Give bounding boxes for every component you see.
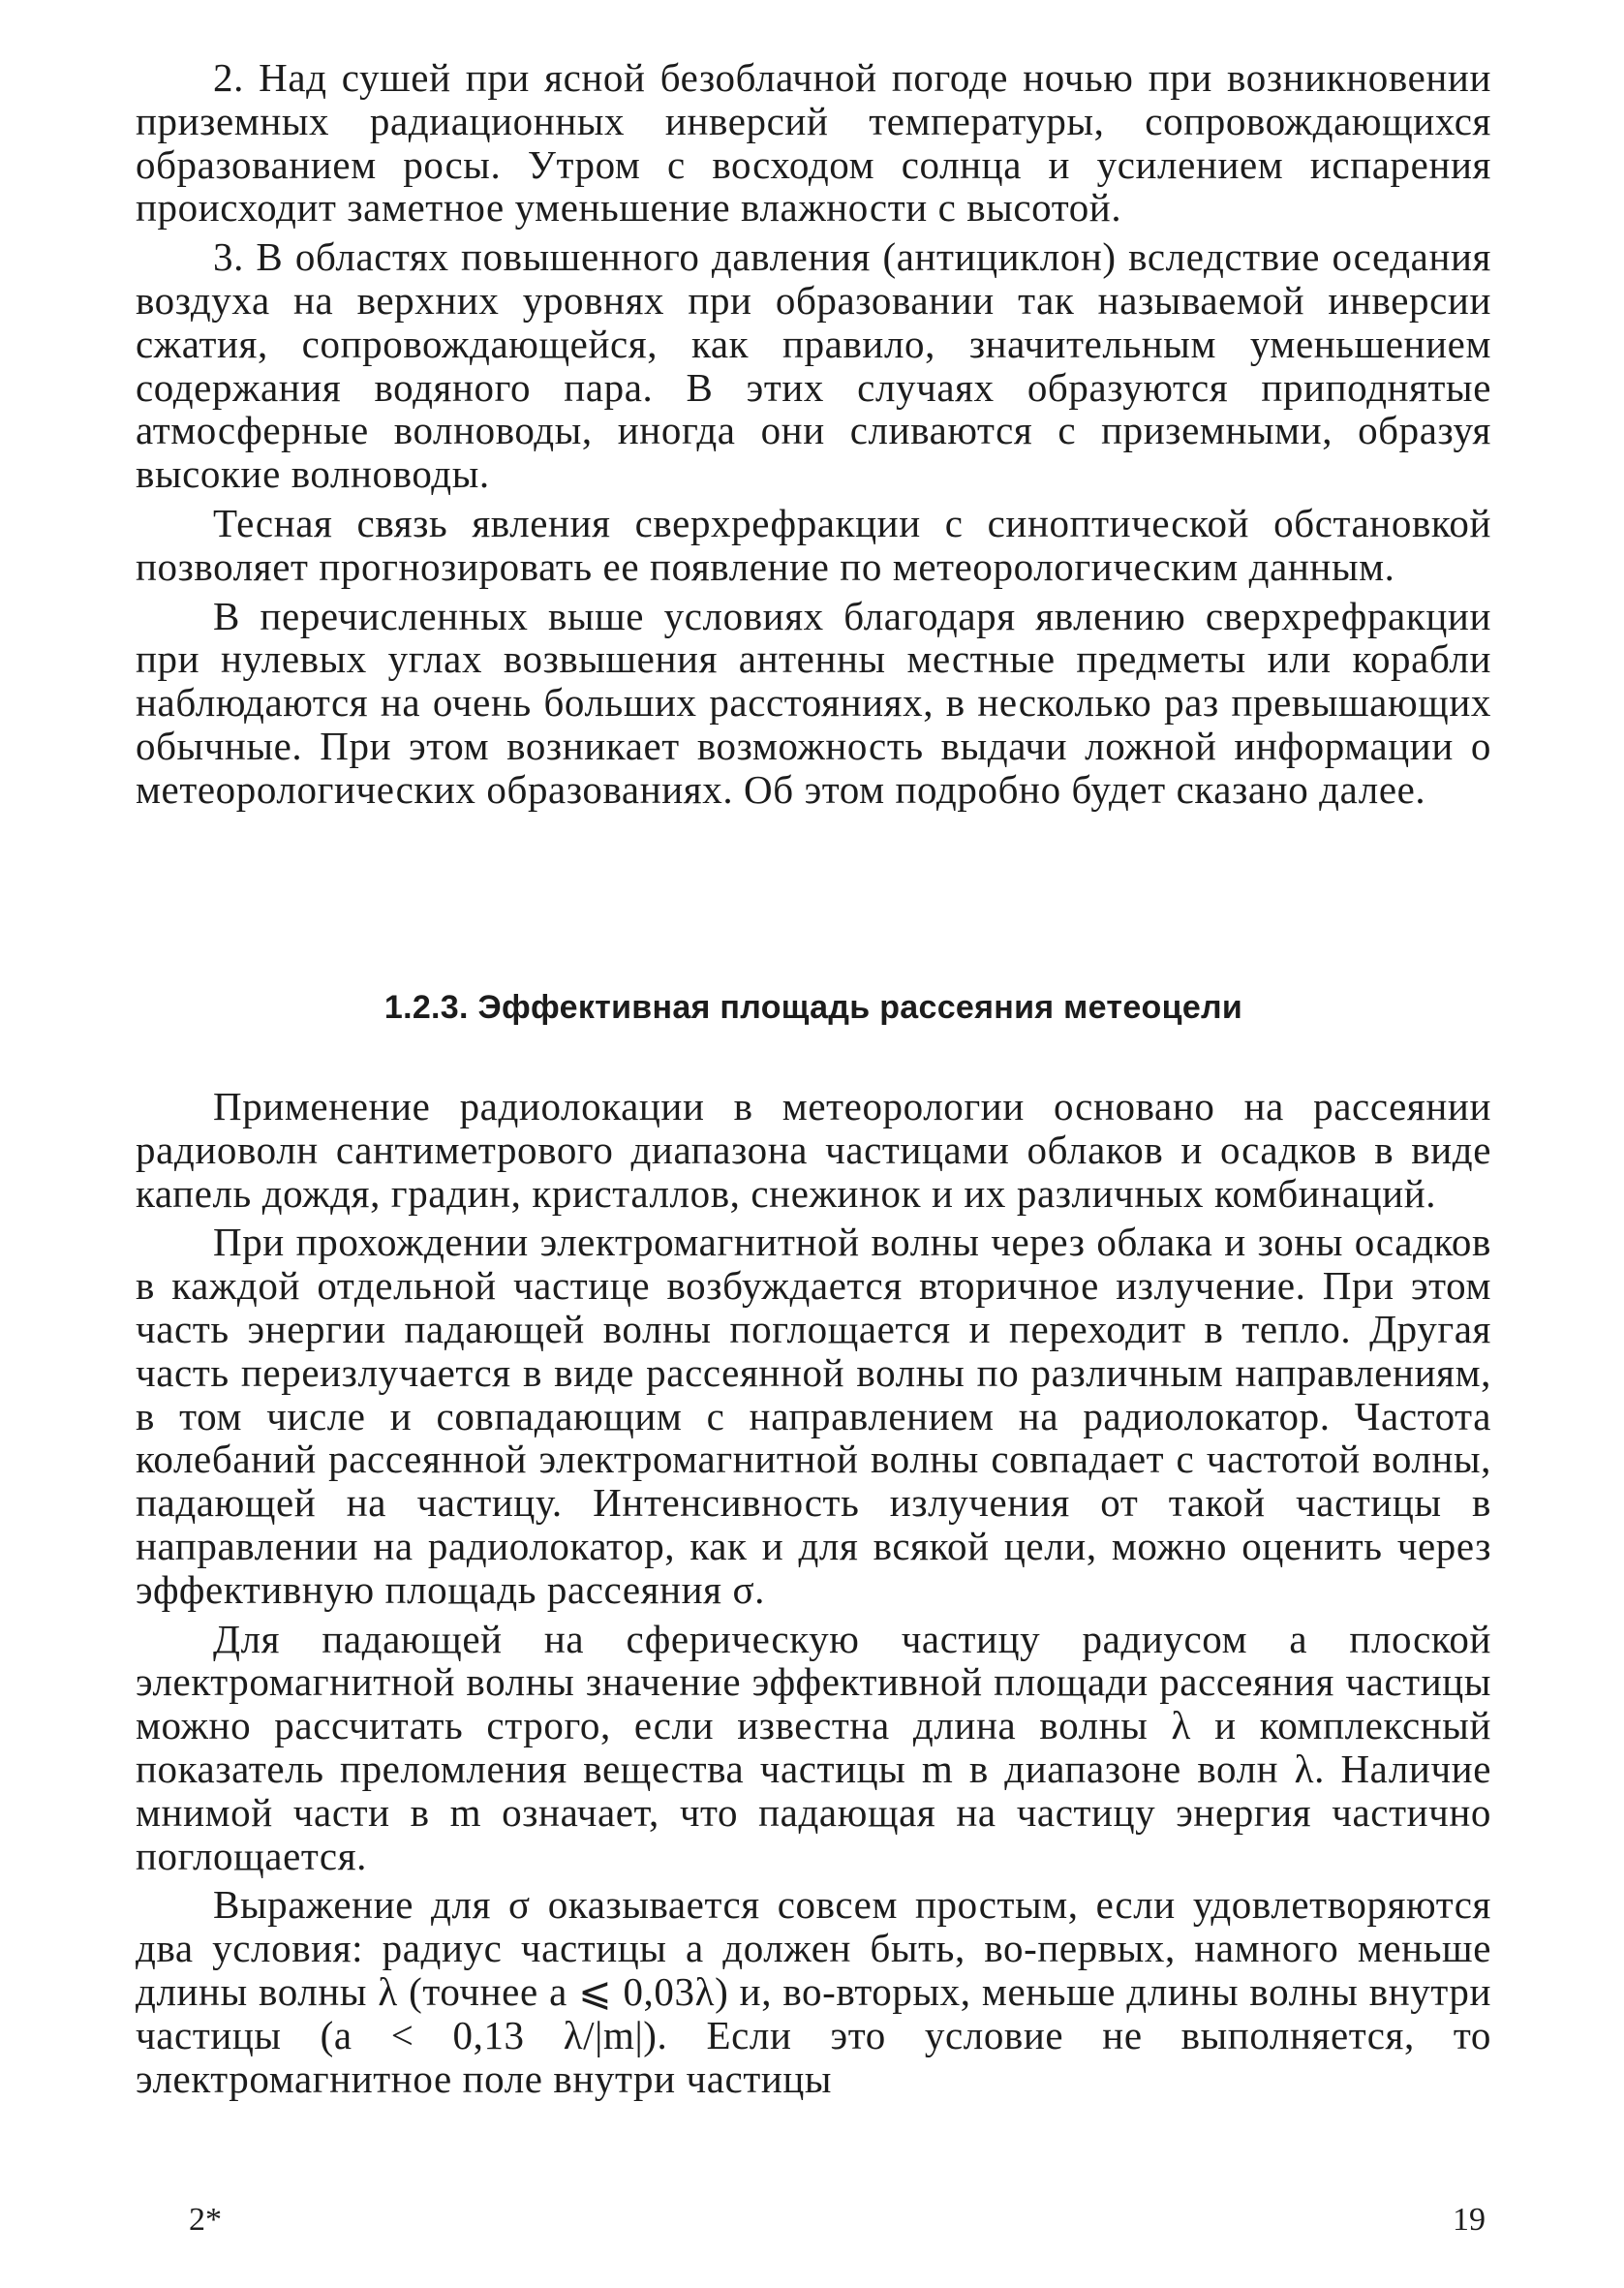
paragraph-spherical-particle: Для падающей на сферическую частицу радиусом a плоской электромагнитной волны значение эффективной площади рассеяния частицы можно рассчитать строго, если известна длина волны λ и комплексный показатель преломления вещества частицы m в диапазоне волн λ. Наличие мнимой части в m означает, что падающая на частицу энергия частично поглощается.	[136, 1616, 1491, 1878]
text-block-continuation	[136, 56, 1491, 812]
signature-mark: 2*	[189, 2202, 222, 2238]
paragraph-radar-meteorology: Применение радиолокации в метеорологии основано на рассеянии радиоволн сантиметрового диапазона частицами облаков и осадков в виде капель дождя, градин, кристаллов, снежинок и их различных комбинаций.	[136, 1084, 1491, 1216]
section-heading: 1.2.3. Эффективная площадь рассеяния метеоцели	[383, 989, 1243, 1026]
paragraph-superrefraction-forecast: Тесная связь явления сверхрефракции с синоптической обстановкой позволяет прогнозировать ее появление по метеорологическим данным.	[136, 500, 1491, 589]
paragraph-superrefraction-effects: В перечисленных выше условиях благодаря явлению сверхрефракции при нулевых углах возвышения антенны местные предметы или корабли наблюдаются на очень больших расстояниях, в несколько раз превышающих обычные. При этом возникает возможность выдачи ложной информации о метеорологических образованиях. Об этом подробно будет сказано далее.	[136, 593, 1491, 812]
text-block-section-body	[136, 1085, 1491, 2100]
paragraph-item-2: 2. Над сушей при ясной безоблачной погоде ночью при возникновении приземных радиационных инверсий температуры, сопровождающихся образованием росы. Утром с восходом солнца и усилением испарения происходит заметное уменьшение влажности с высотой.	[136, 55, 1491, 231]
paragraph-item-3: 3. В областях повышенного давления (антициклон) вследствие оседания воздуха на верхних уровнях при образовании так называемой инверсии сжатия, сопровождающейся, как правило, значительным уменьшением содержания водяного пара. В этих случаях образуются приподнятые атмосферные волноводы, иногда они сливаются с приземными, образуя высокие волноводы.	[136, 234, 1491, 497]
page-number: 19	[1453, 2202, 1486, 2238]
paragraph-wave-passage: При прохождении электромагнитной волны через облака и зоны осадков в каждой отдельной частице возбуждается вторичное излучение. При этом часть энергии падающей волны поглощается и переходит в тепло. Другая часть переизлучается в виде рассеянной волны по различным направлениям, в том числе и совпадающим с направлением на радиолокатор. Частота колебаний рассеянной электромагнитной волны совпадает с частотой волны, падающей на частицу. Интенсивность излучения от такой частицы в направлении на радиолокатор, как и для всякой цели, можно оценить через эффективную площадь рассеяния σ.	[136, 1220, 1491, 1612]
paragraph-sigma-expression: Выражение для σ оказывается совсем простым, если удовлетворяются два условия: радиус частицы a должен быть, во-первых, намного меньше длины волны λ (точнее a ⩽ 0,03λ) и, во-вторых, меньше длины волны внутри частицы (a < 0,13 λ/|m|). Если это условие не выполняется, то электромагнитное поле внутри частицы	[136, 1882, 1491, 2101]
